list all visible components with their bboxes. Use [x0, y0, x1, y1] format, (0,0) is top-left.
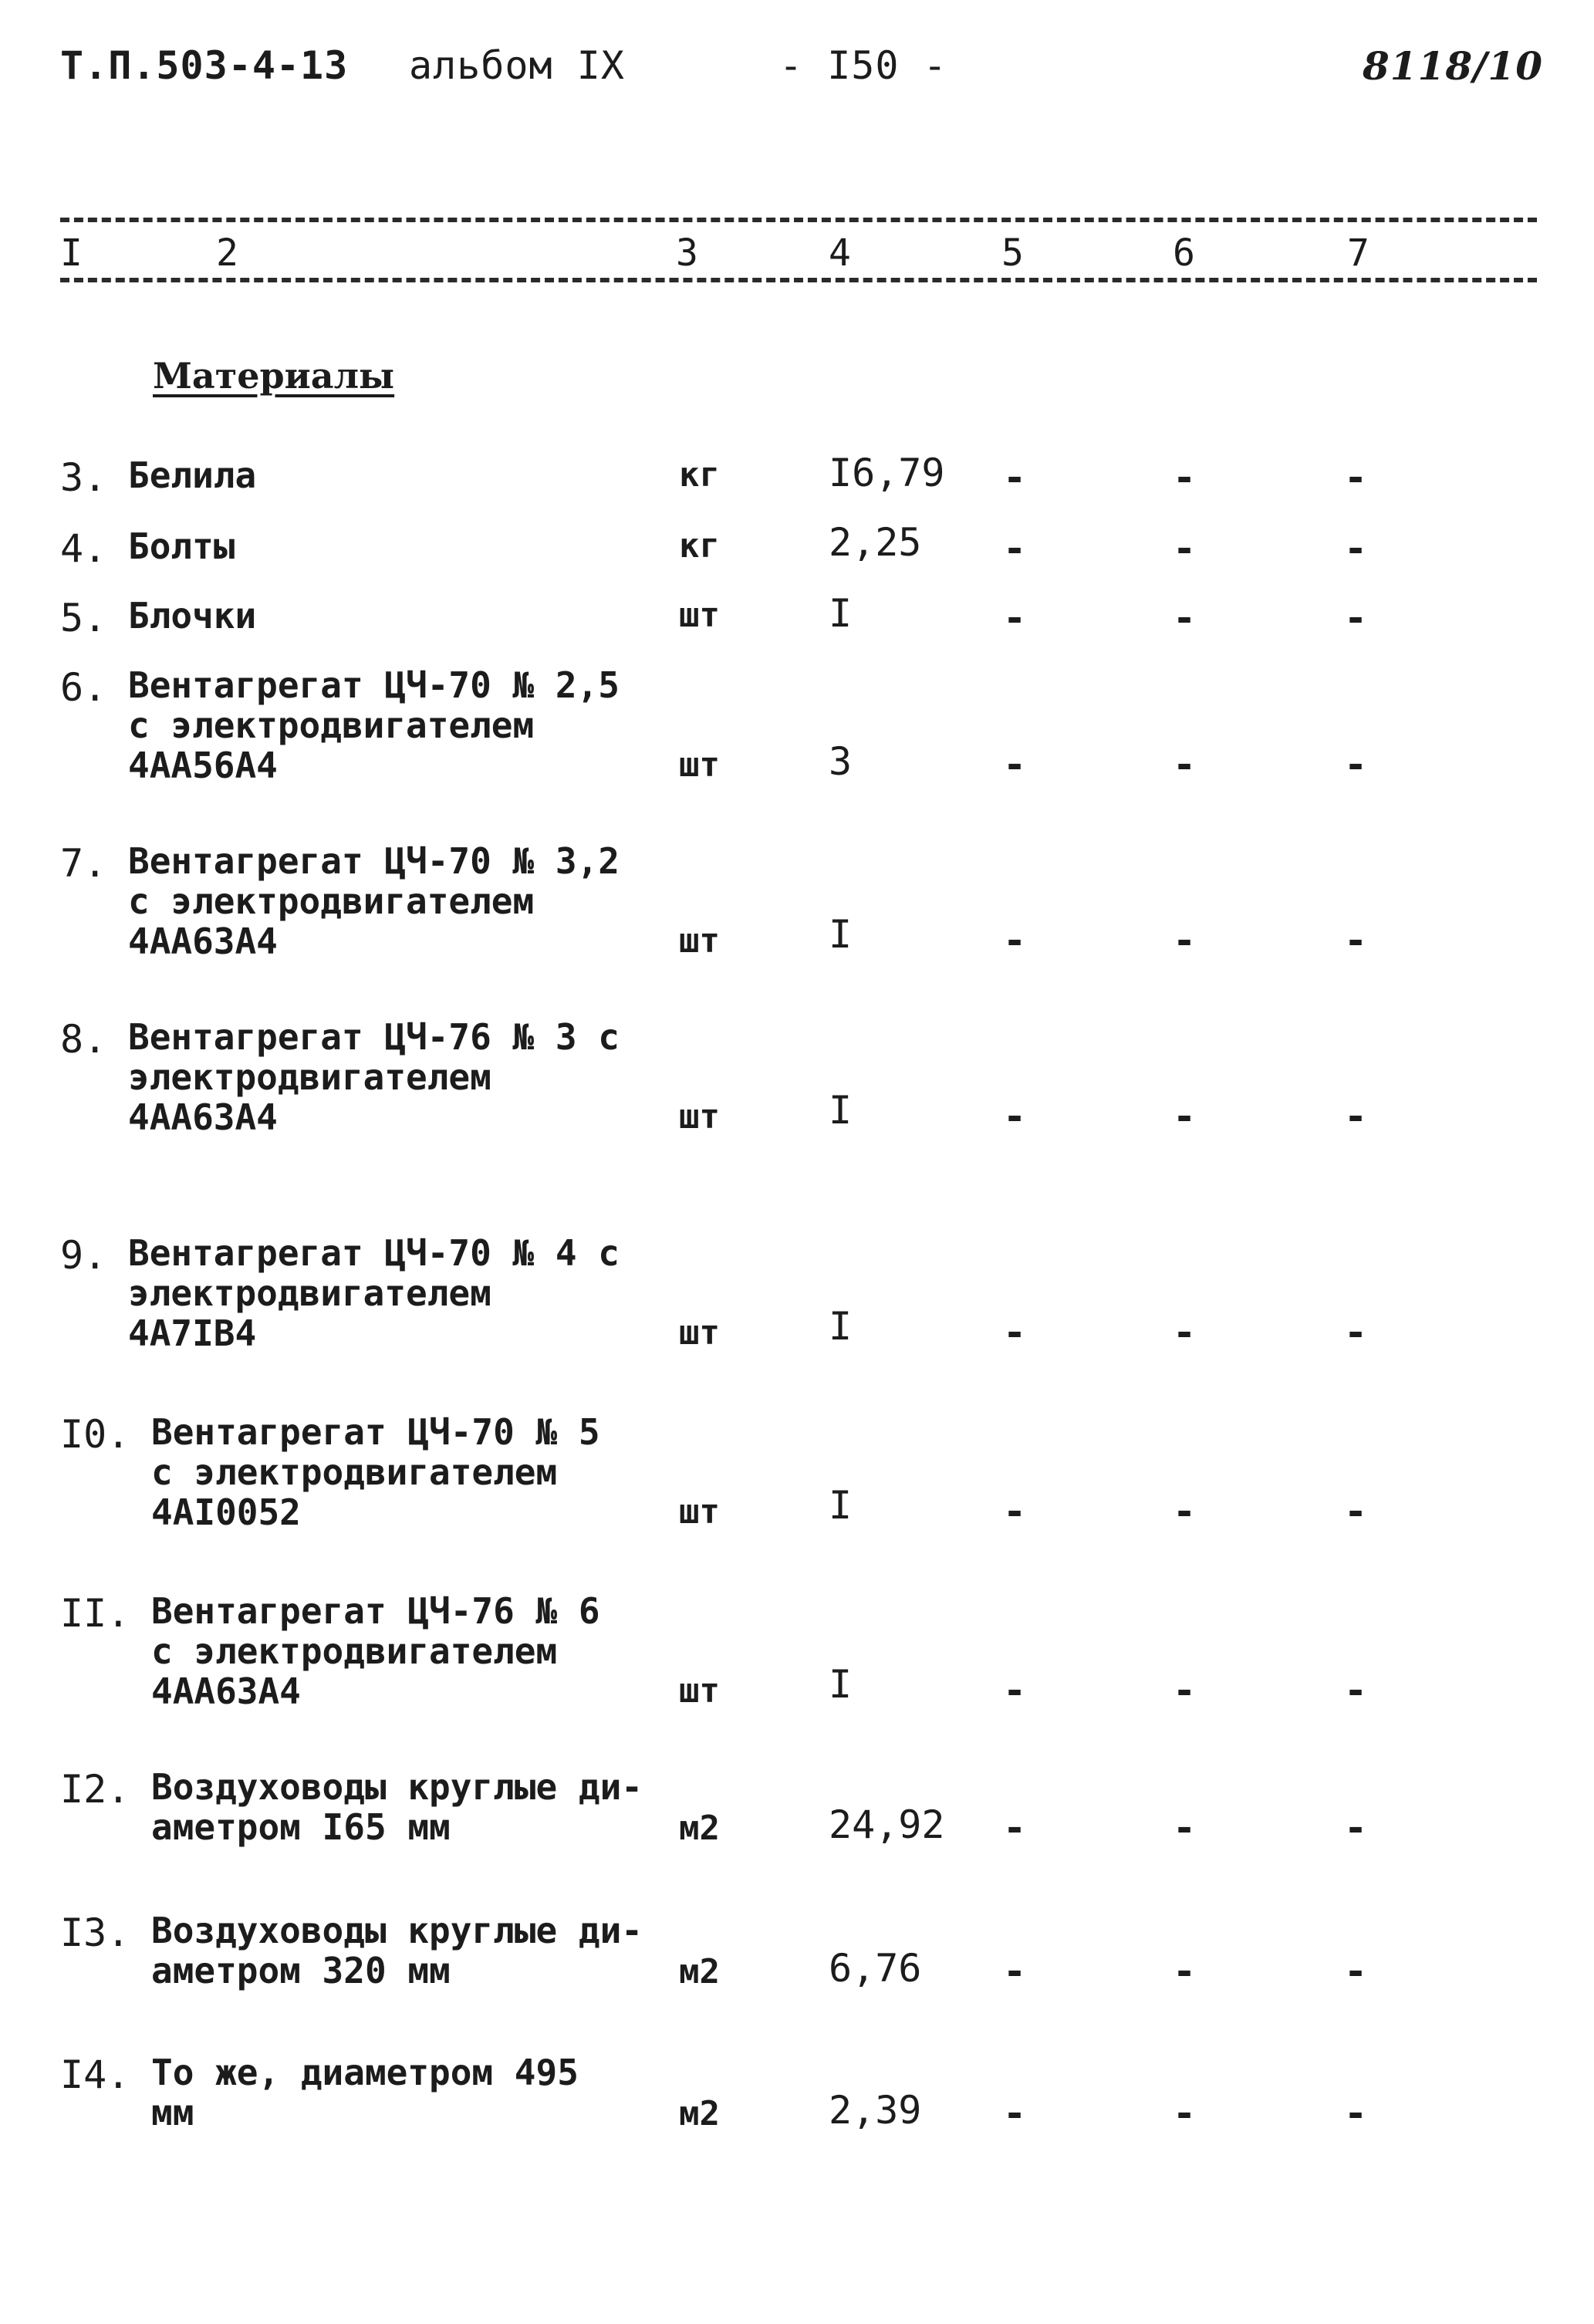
- row-number: 8.: [60, 1017, 107, 1062]
- row-unit: м2: [679, 2094, 720, 2133]
- album-label: альбом IX: [409, 43, 625, 88]
- row-number: I3.: [60, 1910, 130, 1955]
- row-unit: шт: [679, 1492, 720, 1532]
- column-number-3: 3: [676, 231, 698, 275]
- row-number: I4.: [60, 2052, 130, 2097]
- row-number: 7.: [60, 841, 107, 886]
- row-name: Вентагрегат ЦЧ-76 № 6 с электродвигателем 4АА63А4: [151, 1590, 600, 1712]
- row-name: Вентагрегат ЦЧ-70 № 2,5 с электродвигателем 4АА56А4: [128, 664, 620, 786]
- row-number: 3.: [60, 455, 107, 500]
- project-code: Т.П.503-4-13: [60, 43, 349, 88]
- row-unit: шт: [679, 1313, 720, 1353]
- row-unit: кг: [679, 455, 720, 495]
- row-col6: -: [1173, 1668, 1197, 1713]
- row-col7: -: [1344, 1310, 1368, 1355]
- row-unit: шт: [679, 596, 720, 635]
- row-unit: шт: [679, 921, 720, 961]
- row-name: Вентагрегат ЦЧ-70 № 4 с электродвигателем 4А7IВ4: [128, 1232, 620, 1354]
- row-col5: -: [1003, 596, 1027, 640]
- row-col5: -: [1003, 1094, 1027, 1139]
- column-number-4: 4: [829, 231, 851, 275]
- row-quantity: I: [829, 912, 853, 957]
- row-number: 4.: [60, 526, 107, 571]
- row-col7: -: [1344, 1668, 1368, 1713]
- row-col7: -: [1344, 742, 1368, 787]
- row-quantity: I: [829, 591, 853, 636]
- row-col6: -: [1173, 1805, 1197, 1850]
- row-name: Вентагрегат ЦЧ-76 № 3 с электродвигателем 4АА63А4: [128, 1016, 620, 1138]
- row-unit: шт: [679, 745, 720, 785]
- row-quantity: I6,79: [829, 451, 945, 495]
- row-quantity: 24,92: [829, 1802, 945, 1847]
- column-number-5: 5: [1001, 231, 1024, 275]
- table-header-rule: [60, 278, 1537, 282]
- row-name: Воздуховоды круглые ди- аметром I65 мм: [151, 1766, 643, 1848]
- row-col5: -: [1003, 1489, 1027, 1534]
- row-col6: -: [1173, 1489, 1197, 1534]
- row-unit: м2: [679, 1809, 720, 1848]
- row-col7: -: [1344, 1805, 1368, 1850]
- row-col7: -: [1344, 2091, 1368, 2136]
- row-col5: -: [1003, 1668, 1027, 1713]
- column-number-6: 6: [1173, 231, 1195, 275]
- row-col7: -: [1344, 455, 1368, 500]
- row-name: Блочки: [128, 595, 257, 637]
- row-number: I2.: [60, 1767, 130, 1812]
- table-top-rule: [60, 218, 1537, 222]
- row-col5: -: [1003, 1805, 1027, 1850]
- row-col6: -: [1173, 1094, 1197, 1139]
- row-col5: -: [1003, 526, 1027, 571]
- row-col5: -: [1003, 2091, 1027, 2136]
- row-quantity: 2,25: [829, 520, 922, 565]
- sheet-number: 8118/10: [1362, 43, 1543, 89]
- row-number: 6.: [60, 665, 107, 710]
- row-col7: -: [1344, 596, 1368, 640]
- page-number: - I50 -: [779, 43, 947, 88]
- row-name: То же, диаметром 495 мм: [151, 2052, 579, 2133]
- row-number: 5.: [60, 596, 107, 640]
- row-unit: м2: [679, 1952, 720, 1991]
- row-col6: -: [1173, 918, 1197, 963]
- row-quantity: I: [829, 1088, 853, 1133]
- row-col6: -: [1173, 526, 1197, 571]
- row-quantity: 3: [829, 739, 853, 784]
- row-col5: -: [1003, 1949, 1027, 1994]
- section-title: Материалы: [153, 355, 395, 397]
- row-col6: -: [1173, 596, 1197, 640]
- row-name: Вентагрегат ЦЧ-70 № 5 с электродвигателем 4АI0052: [151, 1411, 600, 1533]
- column-number-7: 7: [1347, 231, 1369, 275]
- row-name: Воздуховоды круглые ди- аметром 320 мм: [151, 1910, 643, 1991]
- row-quantity: 6,76: [829, 1946, 922, 1991]
- row-quantity: 2,39: [829, 2088, 922, 2133]
- column-number-2: 2: [216, 231, 238, 275]
- row-number: II.: [60, 1591, 130, 1636]
- row-unit: шт: [679, 1097, 720, 1137]
- row-col7: -: [1344, 526, 1368, 571]
- row-col5: -: [1003, 1310, 1027, 1355]
- column-number-1: I: [60, 231, 83, 275]
- row-col5: -: [1003, 918, 1027, 963]
- row-col6: -: [1173, 742, 1197, 787]
- row-unit: кг: [679, 526, 720, 566]
- row-col6: -: [1173, 2091, 1197, 2136]
- row-col5: -: [1003, 455, 1027, 500]
- row-col5: -: [1003, 742, 1027, 787]
- row-name: Белила: [128, 454, 257, 496]
- row-name: Вентагрегат ЦЧ-70 № 3,2 с электродвигателем 4АА63А4: [128, 840, 620, 962]
- row-name: Болты: [128, 525, 235, 567]
- row-col6: -: [1173, 455, 1197, 500]
- row-quantity: I: [829, 1304, 853, 1349]
- row-col6: -: [1173, 1310, 1197, 1355]
- row-quantity: I: [829, 1662, 853, 1707]
- row-number: 9.: [60, 1233, 107, 1278]
- row-number: I0.: [60, 1412, 130, 1457]
- row-col6: -: [1173, 1949, 1197, 1994]
- row-col7: -: [1344, 1489, 1368, 1534]
- row-col7: -: [1344, 1949, 1368, 1994]
- row-col7: -: [1344, 918, 1368, 963]
- row-col7: -: [1344, 1094, 1368, 1139]
- row-quantity: I: [829, 1483, 853, 1528]
- row-unit: шт: [679, 1671, 720, 1711]
